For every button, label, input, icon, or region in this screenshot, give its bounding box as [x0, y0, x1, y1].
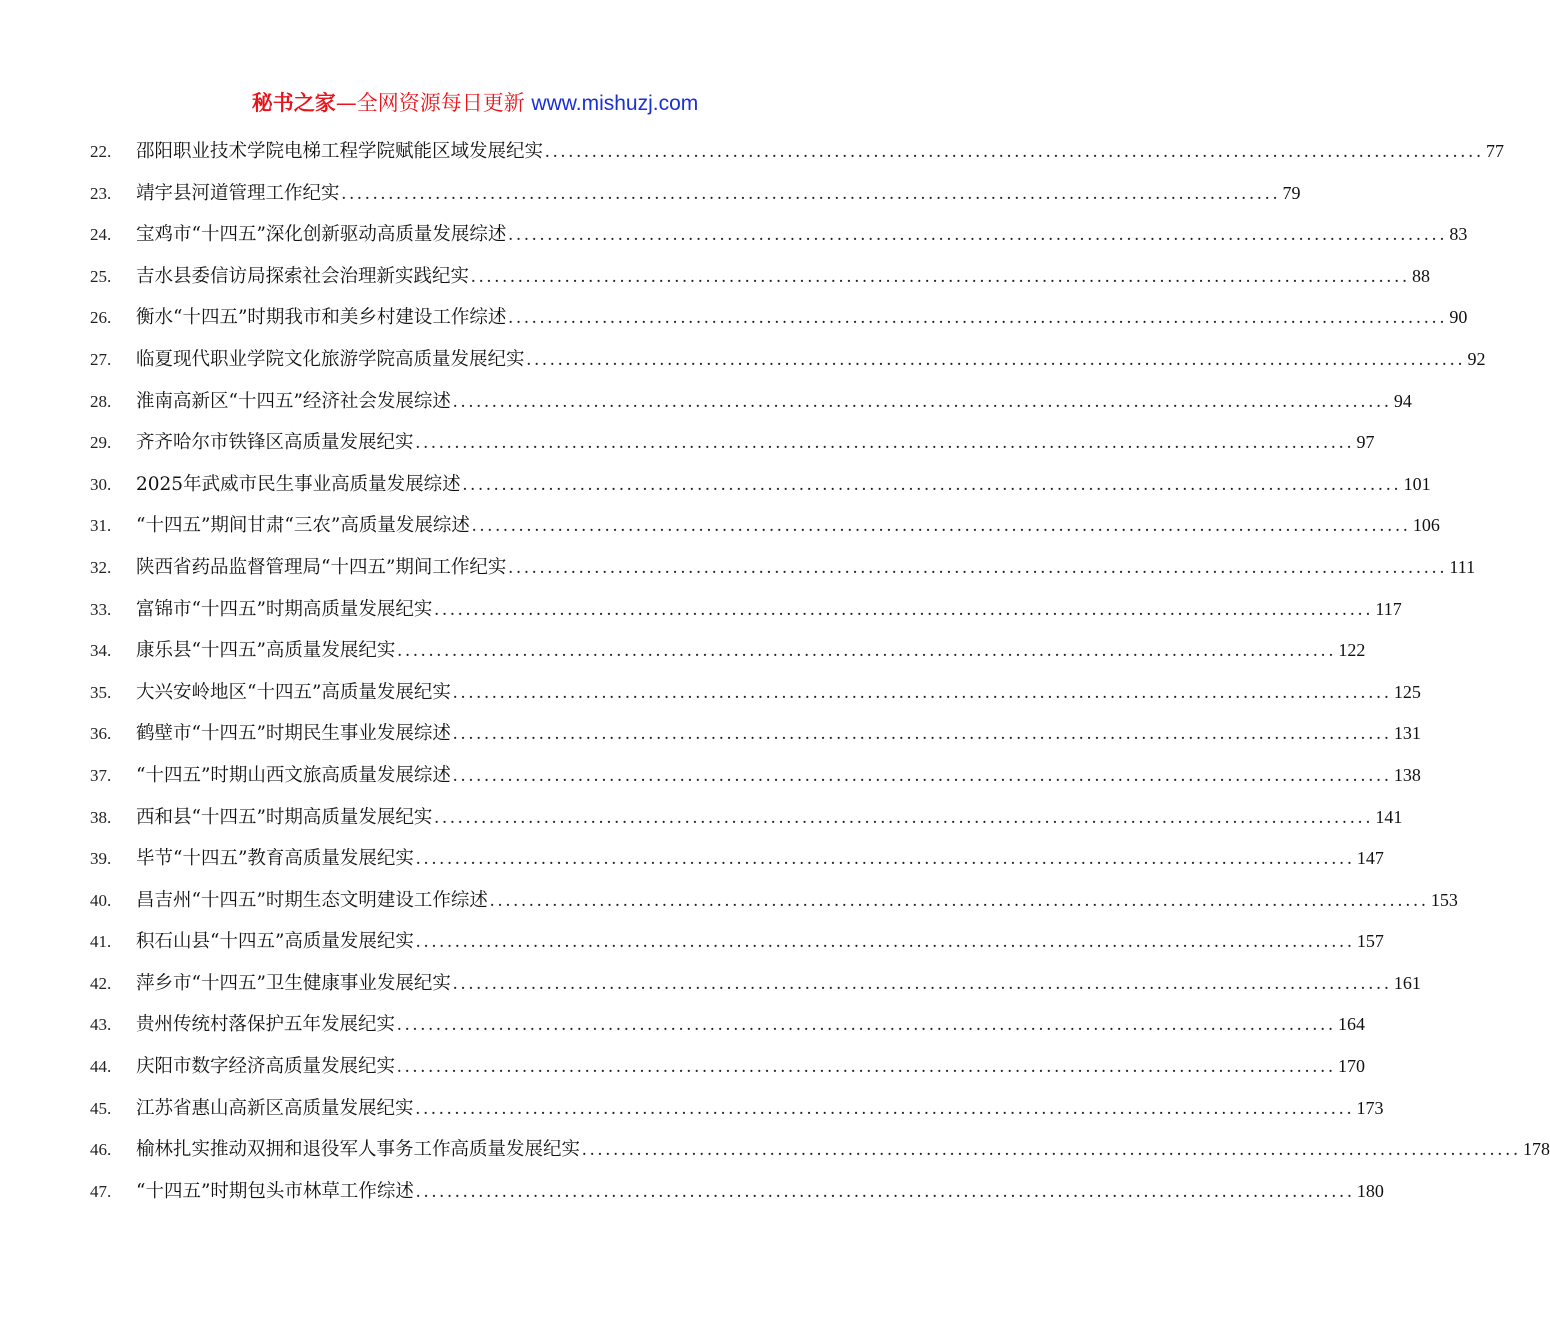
toc-entry-number: 36.: [90, 724, 112, 744]
toc-entry-page: 111: [1449, 556, 1476, 577]
toc-entry-page: 77: [1486, 141, 1505, 161]
toc-dot-leader: ........................................................................................................................: [415, 1098, 1355, 1119]
toc-entry-number: 46.: [90, 1140, 112, 1160]
toc-entry[interactable]: [90, 1129, 1550, 1171]
toc-dot-leader: ........................................................................................................................: [508, 557, 1448, 578]
toc-dot-leader: ........................................................................................................................: [397, 1057, 1337, 1078]
toc-dot-leader: ........................................................................................................................: [508, 225, 1448, 246]
toc-entry-page: 94: [1393, 390, 1412, 411]
toc-entry-title: 邵阳职业技术学院电梯工程学院赋能区域发展纪实: [136, 141, 544, 162]
toc-entry-number: 22.: [90, 142, 112, 161]
toc-dot-leader: ........................................................................................................................: [471, 266, 1411, 287]
toc-dot-leader: ........................................................................................................................: [452, 682, 1392, 703]
header-brand: 秘书之家: [251, 91, 336, 115]
toc-dot-leader: ........................................................................................................................: [397, 1015, 1337, 1036]
toc-entry-title: 衡水“十四五”时期我市和美乡村建设工作综述: [136, 307, 507, 329]
toc-entry[interactable]: [90, 505, 1440, 547]
toc-dot-leader: ........................................................................................................................: [397, 641, 1337, 662]
toc-entry-title: “十四五”时期山西文旅高质量发展综述: [136, 764, 451, 786]
toc-entry-page: 90: [1449, 307, 1468, 328]
toc-entry[interactable]: [90, 1004, 1366, 1046]
toc-entry[interactable]: [90, 630, 1366, 672]
toc-entry-page: 122: [1338, 640, 1366, 661]
toc-dot-leader: ........................................................................................................................: [508, 308, 1448, 329]
toc-entry-title: 昌吉州“十四五”时期生态文明建设工作综述: [136, 889, 488, 911]
toc-dot-leader: ........................................................................................................................: [452, 391, 1392, 412]
toc-entry-page: 101: [1403, 473, 1431, 494]
toc-entry-page: 92: [1467, 348, 1486, 369]
toc-entry[interactable]: [90, 921, 1384, 963]
toc-entry-number: 40.: [90, 890, 112, 910]
toc-dot-leader: ........................................................................................................................: [452, 765, 1392, 786]
toc-entry-title: 贵州传统村落保护五年发展纪实: [136, 1014, 396, 1036]
toc-entry-number: 31.: [90, 516, 112, 536]
toc-entry-title: 淮南高新区“十四五”经济社会发展综述: [136, 390, 451, 412]
toc-entry-title: “十四五”期间甘肃“三农”高质量发展综述: [136, 515, 470, 537]
toc-entry-number: 24.: [90, 225, 112, 245]
toc-entry-number: 26.: [90, 308, 112, 328]
toc-entry-number: 42.: [90, 973, 112, 993]
toc-entry-title: 西和县“十四五”时期高质量发展纪实: [136, 806, 433, 828]
toc-entry[interactable]: [90, 339, 1486, 381]
toc-entry-number: 41.: [90, 932, 112, 952]
toc-dot-leader: ........................................................................................................................: [545, 142, 1485, 162]
toc-entry[interactable]: [90, 1046, 1366, 1088]
toc-entry-page: 157: [1356, 931, 1384, 952]
toc-entry-page: 97: [1356, 432, 1375, 453]
toc-entry[interactable]: [90, 713, 1421, 755]
toc-entry-number: 39.: [90, 849, 112, 869]
toc-entry-number: 29.: [90, 433, 112, 453]
toc-entry[interactable]: [90, 256, 1431, 298]
toc-entry-title: 榆林扎实推动双拥和退役军人事务工作高质量发展纪实: [136, 1139, 581, 1161]
toc-entry-title: 陕西省药品监督管理局“十四五”期间工作纪实: [136, 556, 507, 578]
toc-entry-title: 庆阳市数字经济高质量发展纪实: [136, 1056, 396, 1078]
toc-entry-page: 125: [1393, 681, 1421, 702]
toc-entry-number: 28.: [90, 391, 112, 411]
toc-entry[interactable]: [90, 173, 1301, 215]
toc-entry-title: 大兴安岭地区“十四五”高质量发展纪实: [136, 681, 451, 703]
toc-entry-title: 2025年武威市民生事业高质量发展综述: [136, 473, 461, 495]
table-of-contents: [90, 131, 1550, 1212]
toc-entry[interactable]: [90, 672, 1421, 714]
toc-entry[interactable]: [90, 547, 1476, 589]
toc-entry-page: 138: [1393, 764, 1421, 785]
toc-entry[interactable]: [90, 963, 1421, 1005]
toc-entry-title: 鹤壁市“十四五”时期民生事业发展综述: [136, 723, 451, 745]
toc-entry-page: 178: [1523, 1139, 1550, 1160]
toc-dot-leader: ........................................................................................................................: [415, 433, 1355, 454]
header-url[interactable]: www.mishuzj.com: [531, 92, 699, 115]
toc-entry-page: 79: [1282, 182, 1301, 203]
toc-dot-leader: ........................................................................................................................: [526, 349, 1466, 370]
toc-entry-title: 康乐县“十四五”高质量发展纪实: [136, 640, 396, 662]
toc-entry[interactable]: [90, 297, 1468, 339]
toc-entry-page: 164: [1338, 1014, 1366, 1035]
toc-entry-title: 吉水县委信访局探索社会治理新实践纪实: [136, 265, 470, 287]
toc-entry-page: 88: [1412, 265, 1431, 286]
toc-entry-number: 32.: [90, 557, 112, 577]
toc-entry-title: 临夏现代职业学院文化旅游学院高质量发展纪实: [136, 348, 525, 370]
toc-entry-title: 萍乡市“十四五”卫生健康事业发展纪实: [136, 972, 451, 994]
toc-entry-page: 161: [1393, 972, 1421, 993]
toc-entry-number: 43.: [90, 1015, 112, 1035]
toc-entry-page: 147: [1356, 848, 1384, 869]
toc-entry[interactable]: [90, 214, 1468, 256]
toc-entry-page: 131: [1393, 723, 1421, 744]
toc-entry-number: 38.: [90, 807, 112, 827]
toc-entry-page: 117: [1375, 598, 1402, 619]
toc-entry[interactable]: [90, 1088, 1384, 1130]
toc-entry[interactable]: [90, 381, 1412, 423]
toc-entry-page: 83: [1449, 224, 1468, 245]
toc-entry[interactable]: [90, 131, 1505, 173]
page-header: [0, 88, 950, 119]
toc-dot-leader: ........................................................................................................................: [452, 724, 1392, 745]
toc-entry-number: 47.: [90, 1181, 112, 1201]
toc-entry-page: 180: [1356, 1180, 1384, 1201]
toc-entry-page: 106: [1412, 515, 1440, 536]
toc-dot-leader: ........................................................................................................................: [434, 807, 1374, 828]
toc-entry-title: “十四五”时期包头市林草工作综述: [136, 1180, 414, 1202]
toc-dot-leader: ........................................................................................................................: [462, 474, 1402, 495]
toc-entry-number: 27.: [90, 349, 112, 369]
toc-entry-number: 37.: [90, 765, 112, 785]
toc-entry-title: 积石山县“十四五”高质量发展纪实: [136, 931, 414, 953]
toc-dot-leader: ........................................................................................................................: [489, 890, 1429, 911]
toc-dot-leader: ........................................................................................................................: [415, 1181, 1355, 1202]
toc-entry-page: 153: [1430, 889, 1458, 910]
toc-entry-number: 45.: [90, 1098, 112, 1118]
toc-entry-title: 毕节“十四五”教育高质量发展纪实: [136, 848, 414, 870]
toc-entry-number: 44.: [90, 1057, 112, 1077]
toc-entry[interactable]: [90, 755, 1421, 797]
toc-entry-title: 齐齐哈尔市铁锋区高质量发展纪实: [136, 432, 414, 454]
toc-entry-page: 170: [1338, 1056, 1366, 1077]
toc-entry-title: 宝鸡市“十四五”深化创新驱动高质量发展综述: [136, 224, 507, 246]
toc-entry-title: 富锦市“十四五”时期高质量发展纪实: [136, 598, 433, 620]
toc-entry-title: 江苏省惠山高新区高质量发展纪实: [136, 1097, 414, 1119]
toc-entry-title: 靖宇县河道管理工作纪实: [136, 182, 340, 204]
toc-entry-number: 30.: [90, 474, 112, 494]
toc-entry-page: 173: [1356, 1097, 1384, 1118]
toc-dot-leader: ........................................................................................................................: [471, 516, 1411, 537]
toc-dot-leader: ........................................................................................................................: [452, 973, 1392, 994]
toc-entry-number: 33.: [90, 599, 112, 619]
header-tagline: —全网资源每日更新: [335, 91, 525, 115]
toc-entry[interactable]: [90, 797, 1403, 839]
toc-entry-number: 23.: [90, 183, 112, 203]
toc-entry[interactable]: [90, 838, 1384, 880]
toc-entry-page: 141: [1375, 806, 1403, 827]
toc-entry-number: 35.: [90, 682, 112, 702]
toc-dot-leader: ........................................................................................................................: [582, 1140, 1522, 1161]
toc-entry-number: 25.: [90, 266, 112, 286]
toc-entry[interactable]: [90, 1171, 1384, 1213]
toc-dot-leader: ........................................................................................................................: [434, 599, 1374, 620]
toc-dot-leader: ........................................................................................................................: [341, 183, 1281, 204]
toc-entry[interactable]: [90, 422, 1375, 464]
toc-entry-number: 34.: [90, 641, 112, 661]
toc-entry[interactable]: [90, 589, 1402, 631]
toc-entry[interactable]: [90, 464, 1431, 506]
toc-dot-leader: ........................................................................................................................: [415, 932, 1355, 953]
toc-dot-leader: ........................................................................................................................: [415, 849, 1355, 870]
toc-entry[interactable]: [90, 880, 1458, 922]
